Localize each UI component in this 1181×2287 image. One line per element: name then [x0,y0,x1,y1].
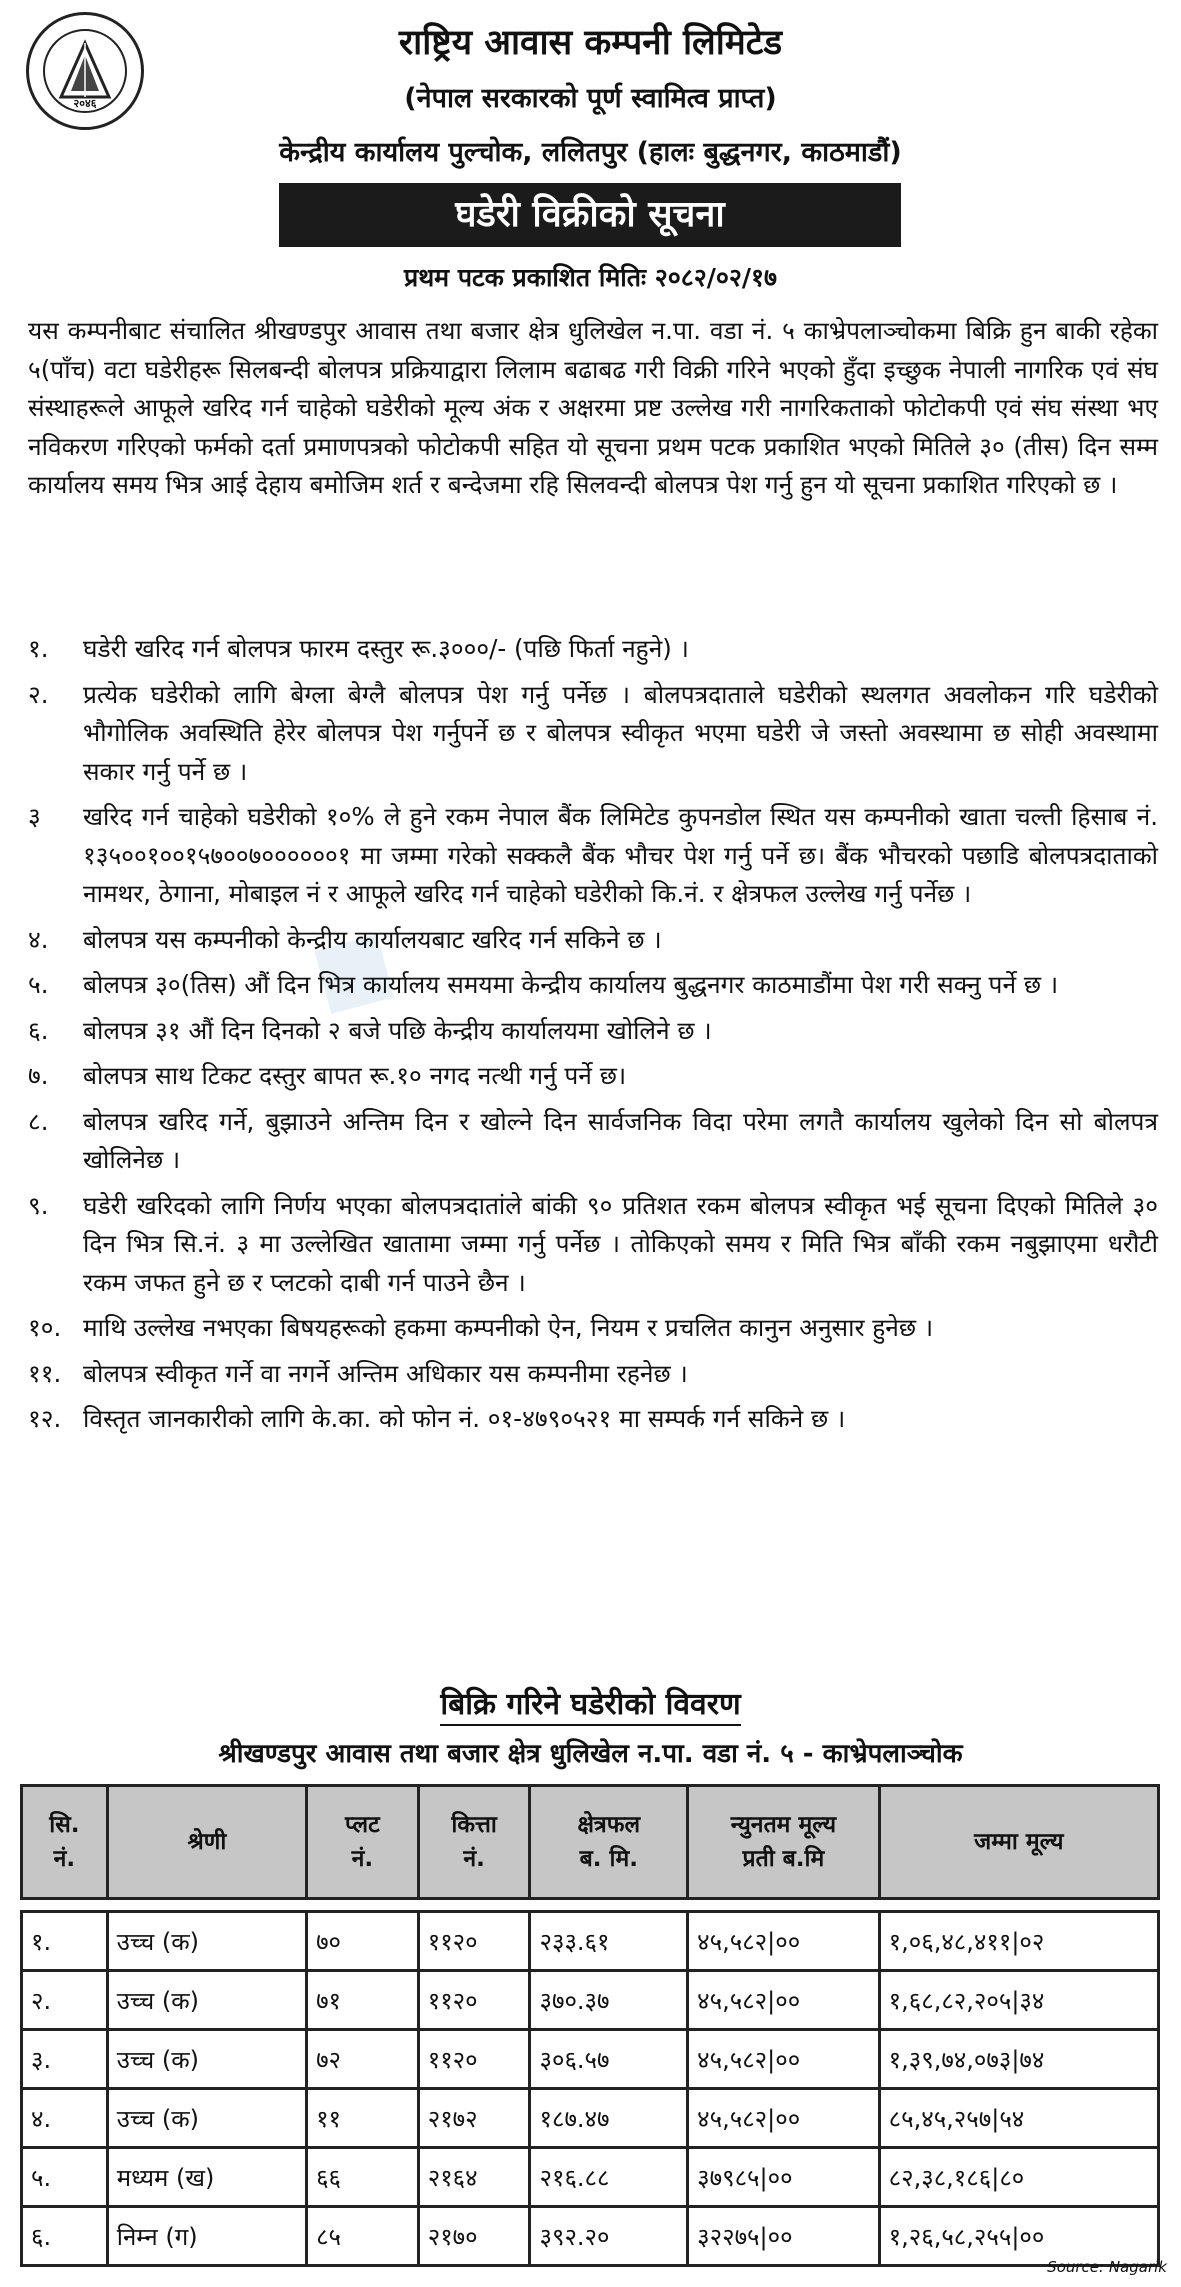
col-area: क्षेत्रफल ब. मि. [530,1786,688,1899]
logo-year: २०४६ [73,97,97,110]
table-row: ४. उच्च (क) ११ २१७२ १८७.४७ ४५,५८२|०० ८५,४५,२५७|५४ [22,2089,1159,2148]
intro-paragraph: यस कम्पनीबाट संचालित श्रीखण्डपुर आवास तथा बजार क्षेत्र धुलिखेल न.पा. वडा नं. ५ काभ्रेपलाञ्चोकमा बिक्रि हुन बाकी रहेका ५(पाँच) वटा घडेरीहरू सिलबन्दी बोलपत्र प्रक्रियाद्वारा लिलाम बढाबढ गरी विक्री गरिने भएको हुँदा इच्छुक नेपाली नागरिक एवं संघ संस्थाहरूले आफूले खरिद गर्न चाहेको घडेरीको मूल्य अंक र अक्षरमा प्रष्ट उल्लेख गरी नागरिकताको फोटोकपी एवं संघ संस्था भए नविकरण गरिएको फर्मको दर्ता प्रमाणपत्रको फोटोकपी सहित यो सूचना प्रथम पटक प्रकाशित भएको मितिले ३० (तीस) दिन सम्म कार्यालय समय भित्र आई देहाय बमोजिम शर्त र बन्देजमा रहि सिलवन्दी बोलपत्र पेश गर्नु हुन यो सूचना प्रकाशित गरिएको छ । [28,316,1158,499]
plot-section-title: बिक्रि गरिने घडेरीको विवरण [0,1682,1181,1723]
terms-list [28,630,1158,1446]
term-item: ११. बोलपत्र स्वीकृत गर्ने वा नगर्ने अन्तिम अधिकार यस कम्पनीमा रहनेछ । [28,1358,688,1388]
col-kitta: कित्ता नं. [418,1786,530,1899]
term-item: ९. घडेरी खरिदको लागि निर्णय भएका बोलपत्रदातांले बांकी ९० प्रतिशत रकम बोलपत्र स्वीकृत भई सूचना दिएको मितिले ३० दिन भित्र सि.नं. ३ मा उल्लेखित खातामा जम्मा गर्नु पर्नेछ । तोकिएको समय र मिति भित्र बाँकी रकम नबुझाएमा धरौटी रकम जफत हुने छ र प्लटको दाबी गर्न पाउने छैन । [28,1190,1158,1297]
col-rate: न्युनतम मूल्य प्रती ब.मि [688,1786,880,1899]
col-sn: सि. नं. [22,1786,108,1899]
term-item: ५. बोलपत्र ३०(तिस) औं दिन भित्र कार्यालय समयमा केन्द्रीय कार्यालय बुद्धनगर काठमाडौंमा पेश गरी सक्नु पर्ने छ । [28,970,1059,999]
term-item: १०. माथि उल्लेख नभएका बिषयहरूको हकमा कम्पनीको ऐन, नियम र प्रचलित कानुन अनुसार हुनेछ । [28,1313,934,1342]
term-item: ४. बोलपत्र यस कम्पनीको केन्द्रीय कार्यालयबाट खरिद गर्न सकिने छ । [28,924,662,954]
watermark: ◆ [262,894,430,1045]
published-date: प्रथम पटक प्रकाशित मितिः २०८२/०२/१७ [403,263,778,292]
term-item: २. प्रत्येक घडेरीको लागि बेग्ला बेग्लै बोलपत्र पेश गर्नु पर्नेछ । बोलपत्रदाताले घडेरीको स्थलगत अवलोकन गरि घडेरीको भौगोलिक अवस्थिति हेरेर बोलपत्र पेश गर्नुपर्ने छ र बोलपत्र स्वीकृत भएमा घडेरी जे जस्तो अवस्थामा छ सोही अवस्थामा सकार गर्नु पर्ने छ । [28,679,1158,786]
term-item: १. घडेरी खरिद गर्न बोलपत्र फारम दस्तुर रू.३०००/- (पछि फिर्ता नहुने) । [28,634,689,663]
table-row: ३. उच्च (क) ७२ ११२० ३०६.५७ ४५,५८२|०० १,३९,७४,०७३|७४ [22,2030,1159,2089]
table-row: २. उच्च (क) ७१ ११२० ३७०.३७ ४५,५८२|०० १,६८,८२,२०५|३४ [22,1971,1159,2030]
company-name: राष्ट्रिय आवास कम्पनी लिमिटेड [398,23,783,63]
table-row: १. उच्च (क) ७० ११२० २३३.६१ ४५,५८२|०० १,०६,४८,४११|०२ [22,1912,1159,1971]
col-total: जम्मा मूल्य [879,1786,1158,1899]
plot-table [20,1784,1160,2267]
term-item: ६. बोलपत्र ३१ औं दिन दिनको २ बजे पछि केन्द्रीय कार्यालयमा खोलिने छ । [28,1015,712,1045]
source-credit: Source: Nagarik [1047,2258,1167,2276]
term-item: ३ खरिद गर्न चाहेको घडेरीको १०% ले हुने रकम नेपाल बैंक लिमिटेड कुपनडोल स्थित यस कम्पनीको खाता चल्ती हिसाब नं. १३५००१००१५७००७००००००१ मा जम्मा गरेको सक्कलै बैंक भौचर पेश गर्नु पर्ने छ। बैंक भौचरको पछाडि बोलपत्रदाताको नामथर, ठेगाना, मोबाइल नं र आफूले खरिद गर्न चाहेको घडेरीको कि.नं. र क्षेत्रफल उल्लेख गर्नु पर्नेछ । [28,802,1158,908]
col-category: श्रेणी [107,1786,306,1899]
table-row: ६. निम्न (ग) ८५ २१७० ३९२.२० ३२२७५|०० १,२६,५८,२५५|०० [22,2207,1159,2266]
term-item: १२. विस्तृत जानकारीको लागि के.का. को फोन नं. ०१-४७९०५२१ मा सम्पर्क गर्न सकिने छ । [28,1404,846,1433]
table-header-row [22,1786,1159,1899]
term-item: ८. बोलपत्र खरिद गर्ने, बुझाउने अन्तिम दिन र खोल्ने दिन सार्वजनिक विदा परेमा लगतै कार्यालय खुलेको दिन सो बोलपत्र खोलिनेछ । [28,1106,1158,1174]
office-address: केन्द्रीय कार्यालय पुल्चोक, ललितपुर (हालः बुद्धनगर, काठमाडौं) [279,137,902,168]
col-plot: प्लट नं. [307,1786,419,1899]
term-item: ७. बोलपत्र साथ टिकट दस्तुर बापत रू.१० नगद नत्थी गर्नु पर्ने छ। [28,1061,627,1090]
plot-location: श्रीखण्डपुर आवास तथा बजार क्षेत्र धुलिखेल न.पा. वडा नं. ५ - काभ्रेपलाञ्चोक [218,1739,963,1769]
table-row: ५. मध्यम (ख) ६६ २१६४ २१६.८८ ३७९८५|०० ८२,३८,१८६|८० [22,2148,1159,2207]
ownership-note: (नेपाल सरकारको पूर्ण स्वामित्व प्राप्त) [404,83,777,114]
notice-title: घडेरी विक्रीको सूचना [279,183,901,247]
